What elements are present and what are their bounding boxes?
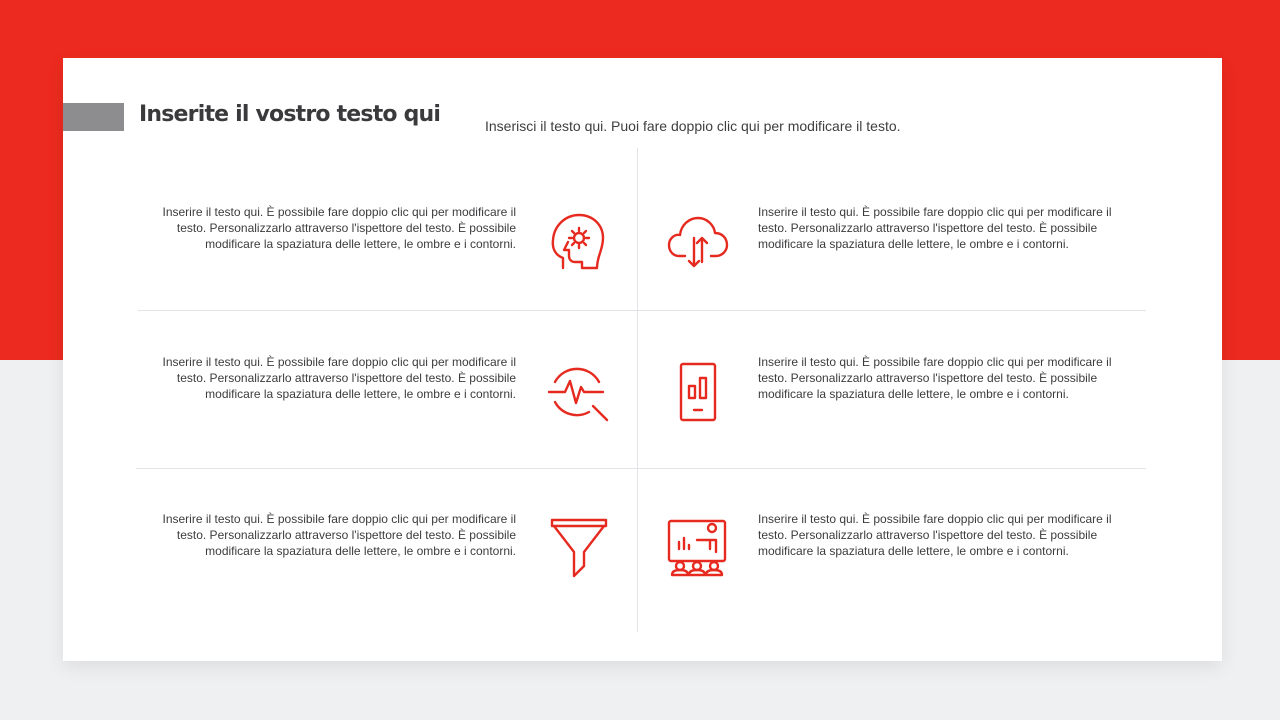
item-text[interactable]: Inserire il testo qui. È possibile fare doppio clic qui per modificare il testo. Personalizzarlo attraverso l'ispettore del testo. È possibile modificare la spaziatura delle lettere, le ombre e i contorni.: [162, 355, 516, 401]
mobile-chart-icon: [666, 360, 730, 424]
slide-card: [63, 58, 1222, 661]
item-text[interactable]: Inserire il testo qui. È possibile fare doppio clic qui per modificare il testo. Personalizzarlo attraverso l'ispettore del testo. È possibile modificare la spaziatura delle lettere, le ombre e i contorni.: [162, 205, 516, 251]
pulse-search-icon: [547, 360, 611, 424]
funnel-icon: [547, 516, 611, 580]
horizontal-divider: [136, 468, 1146, 469]
vertical-divider: [637, 148, 638, 632]
item-text[interactable]: Inserire il testo qui. È possibile fare doppio clic qui per modificare il testo. Personalizzarlo attraverso l'ispettore del testo. È possibile modificare la spaziatura delle lettere, le ombre e i contorni.: [758, 512, 1112, 558]
page-subtitle[interactable]: Inserisci il testo qui. Puoi fare doppio clic qui per modificare il testo.: [485, 118, 901, 134]
cloud-sync-icon: [666, 210, 730, 274]
presentation-audience-icon: [666, 516, 730, 580]
item-text[interactable]: Inserire il testo qui. È possibile fare doppio clic qui per modificare il testo. Personalizzarlo attraverso l'ispettore del testo. È possibile modificare la spaziatura delle lettere, le ombre e i contorni.: [758, 355, 1112, 401]
title-accent-bar: [63, 103, 124, 131]
horizontal-divider: [138, 310, 1146, 311]
page-title[interactable]: Inserite il vostro testo qui: [139, 102, 441, 127]
head-gear-icon: [547, 210, 611, 274]
item-text[interactable]: Inserire il testo qui. È possibile fare doppio clic qui per modificare il testo. Personalizzarlo attraverso l'ispettore del testo. È possibile modificare la spaziatura delle lettere, le ombre e i contorni.: [162, 512, 516, 558]
item-text[interactable]: Inserire il testo qui. È possibile fare doppio clic qui per modificare il testo. Personalizzarlo attraverso l'ispettore del testo. È possibile modificare la spaziatura delle lettere, le ombre e i contorni.: [758, 205, 1112, 251]
